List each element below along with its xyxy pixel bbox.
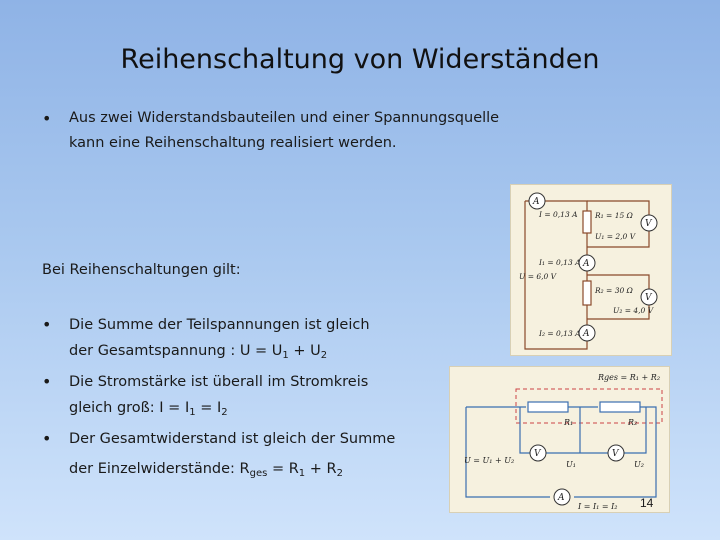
label-r2: R₂ bbox=[628, 418, 638, 427]
bullet-glyph: • bbox=[42, 429, 52, 448]
circuit-measurement-svg bbox=[511, 185, 673, 357]
label-voltage-total: U = U₁ + U₂ bbox=[464, 456, 515, 465]
rule-line: Die Summe der Teilspannungen ist gleich bbox=[69, 317, 370, 333]
label-u2: U₂ = 4,0 V bbox=[613, 306, 654, 315]
label-voltage-total: U = 6,0 V bbox=[519, 272, 557, 281]
bullet-glyph: • bbox=[42, 109, 52, 128]
circuit-measurement-figure bbox=[510, 184, 672, 356]
intro-bullet-line-2: kann eine Reihenschaltung realisiert werden. bbox=[69, 135, 397, 151]
label-u1: U₁ bbox=[566, 460, 576, 469]
ammeter-symbol: A bbox=[533, 197, 540, 207]
rule-line: Die Stromstärke ist überall im Stromkreis bbox=[69, 374, 369, 390]
bullet-glyph: • bbox=[42, 315, 52, 334]
rule-current bbox=[42, 369, 412, 426]
rule-resistance bbox=[42, 426, 412, 487]
label-r1: R₁ = 15 Ω bbox=[595, 211, 633, 220]
label-total-resistance: Rges = R₁ + R₂ bbox=[598, 373, 661, 382]
label-current: I = I₁ = I₂ bbox=[578, 502, 618, 511]
rule-formula: der Gesamtspannung : $U = U_1 + U_2$ bbox=[69, 343, 328, 361]
rules-list bbox=[42, 312, 412, 487]
circuit-schematic-svg bbox=[450, 367, 671, 514]
label-u2: U₂ bbox=[634, 460, 644, 469]
bullet-glyph: • bbox=[42, 372, 52, 391]
intro-bullet-line-1: Aus zwei Widerstandsbauteilen und einer Spannungsquelle bbox=[69, 110, 500, 126]
rule-formula: der Einzelwiderstände: $R_{ges} = R_1 + R_2$ bbox=[69, 461, 343, 479]
rule-line: Der Gesamtwiderstand ist gleich der Summe bbox=[69, 431, 396, 447]
rule-formula: gleich groß: $I = I_1 = I_2$ bbox=[69, 400, 228, 418]
voltmeter-symbol: V bbox=[645, 219, 652, 229]
ammeter-symbol: A bbox=[583, 329, 590, 339]
voltmeter-symbol: V bbox=[645, 293, 652, 303]
voltmeter-symbol: V bbox=[612, 449, 619, 459]
label-current-total: I = 0,13 A bbox=[539, 210, 578, 219]
slide-title: Reihenschaltung von Widerständen bbox=[120, 44, 600, 75]
page-number: 14 bbox=[640, 496, 654, 510]
label-current-2: I₂ = 0,13 A bbox=[539, 329, 581, 338]
label-r1: R₁ bbox=[564, 418, 574, 427]
label-u1: U₁ = 2,0 V bbox=[595, 232, 636, 241]
circuit-schematic-figure bbox=[449, 366, 670, 513]
rules-heading: Bei Reihenschaltungen gilt: bbox=[42, 262, 241, 278]
rule-voltage bbox=[42, 312, 412, 369]
ammeter-symbol: A bbox=[583, 259, 590, 269]
label-r2: R₂ = 30 Ω bbox=[595, 286, 633, 295]
intro-bullet bbox=[42, 106, 512, 156]
voltmeter-symbol: V bbox=[534, 449, 541, 459]
label-current-1: I₁ = 0,13 A bbox=[539, 258, 581, 267]
ammeter-symbol: A bbox=[558, 493, 565, 503]
